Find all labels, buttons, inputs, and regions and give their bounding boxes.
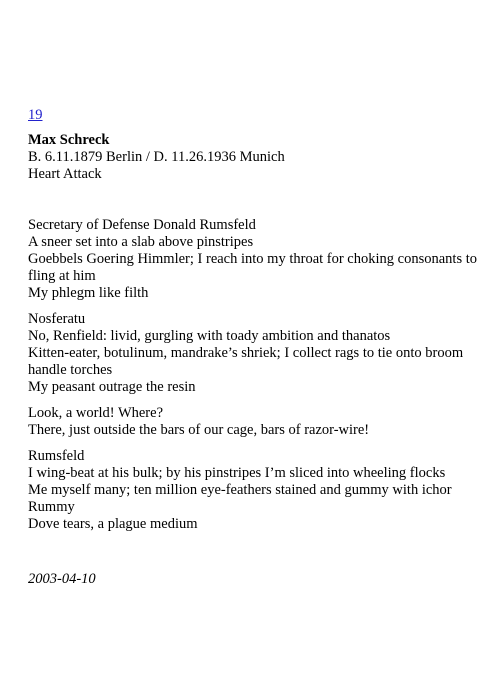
cause-of-death: Heart Attack (28, 166, 102, 182)
stanza-3 (28, 405, 478, 439)
poem-line: My phlegm like filth (28, 285, 149, 301)
poem-line: Secretary of Defense Donald Rumsfeld (28, 217, 256, 233)
poem-header (28, 132, 478, 183)
poem-line: Dove tears, a plague medium (28, 516, 198, 532)
poem-line: A sneer set into a slab above pinstripes (28, 234, 254, 250)
poem-line: My peasant outrage the resin (28, 379, 196, 395)
poem-line: There, just outside the bars of our cage, bars of razor-wire! (28, 422, 370, 438)
poem-line: Nosferatu (28, 311, 86, 327)
poem-date: 2003-04-10 (28, 571, 96, 587)
poem-line: Look, a world! Where? (28, 405, 164, 421)
page-number-link[interactable]: 19 (28, 107, 43, 123)
poem-line: Rummy (28, 499, 75, 515)
poem-line: Rumsfeld (28, 448, 85, 464)
life-dates: B. 6.11.1879 Berlin / D. 11.26.1936 Munich (28, 149, 285, 165)
poem-line: I wing-beat at his bulk; by his pinstripes I’m sliced into wheeling flocks (28, 465, 446, 481)
poem-page (28, 107, 478, 588)
stanza-4 (28, 448, 478, 533)
poem-line: No, Renfield: livid, gurgling with toady ambition and thanatos (28, 328, 391, 344)
stanza-1 (28, 217, 478, 302)
stanza-2 (28, 311, 478, 396)
subject-name: Max Schreck (28, 132, 110, 148)
poem-line: Goebbels Goering Himmler; I reach into my throat for choking consonants to fling at him (28, 251, 477, 284)
poem-line: Me myself many; ten million eye-feathers stained and gummy with ichor (28, 482, 452, 498)
poem-line: Kitten-eater, botulinum, mandrake’s shriek; I collect rags to tie onto broom handle torches (28, 345, 464, 378)
